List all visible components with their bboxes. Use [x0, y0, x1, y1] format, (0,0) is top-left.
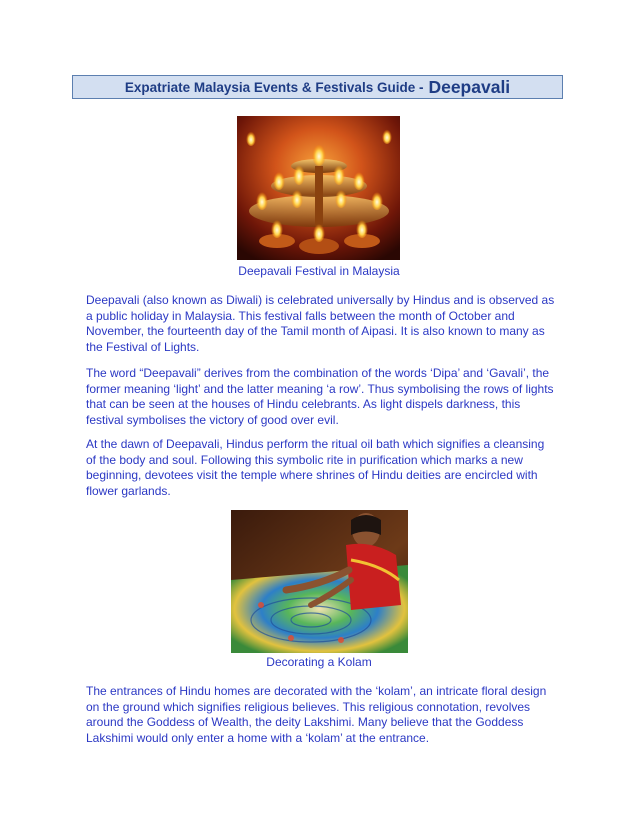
page-title-prefix: Expatriate Malaysia Events & Festivals Guide - — [124, 79, 424, 95]
figure-caption-lamps: Deepavali Festival in Malaysia — [238, 264, 400, 278]
kolam-decorating-photo — [231, 510, 408, 653]
figure-caption-kolam: Decorating a Kolam — [266, 655, 372, 669]
paragraph-kolam: The entrances of Hindu homes are decorated with the ‘kolam’, an intricate floral design on the ground which signifies religious believes. This religious connotation, revolves around the Goddess of Wealth, the deity Lakshimi. Many believe that the Goddess Lakshimi would only enter a home with a ‘kolam’ at the entrance. — [86, 684, 547, 745]
paragraph-intro: Deepavali (also known as Diwali) is celebrated universally by Hindus and is observed as a public holiday in Malaysia. This festival falls between the month of October and November, the fourteenth day of the Tamil month of Aipasi. It is also known to many as the Festival of Lights. — [86, 293, 555, 354]
paragraph-meaning: The word “Deepavali” derives from the combination of the words ‘Dipa’ and ‘Gavali’, the former meaning ‘light’ and the latter meaning ‘a row’. Thus symbolising the rows of lights that can be seen at the houses of Hindu celebrants. As light dispels darkness, this festival symbolises the victory of good over evil. — [86, 366, 554, 427]
page-title: Deepavali — [428, 76, 511, 97]
page-title-banner — [72, 75, 563, 99]
oil-lamps-photo — [237, 116, 400, 260]
paragraph-oil-bath: At the dawn of Deepavali, Hindus perform the ritual oil bath which signifies a cleansing of the body and soul. Following this symbolic rite in purification which marks a new beginning, devotees visit the temple where shrines of Hindu deities are encircled with flower garlands. — [86, 437, 545, 498]
